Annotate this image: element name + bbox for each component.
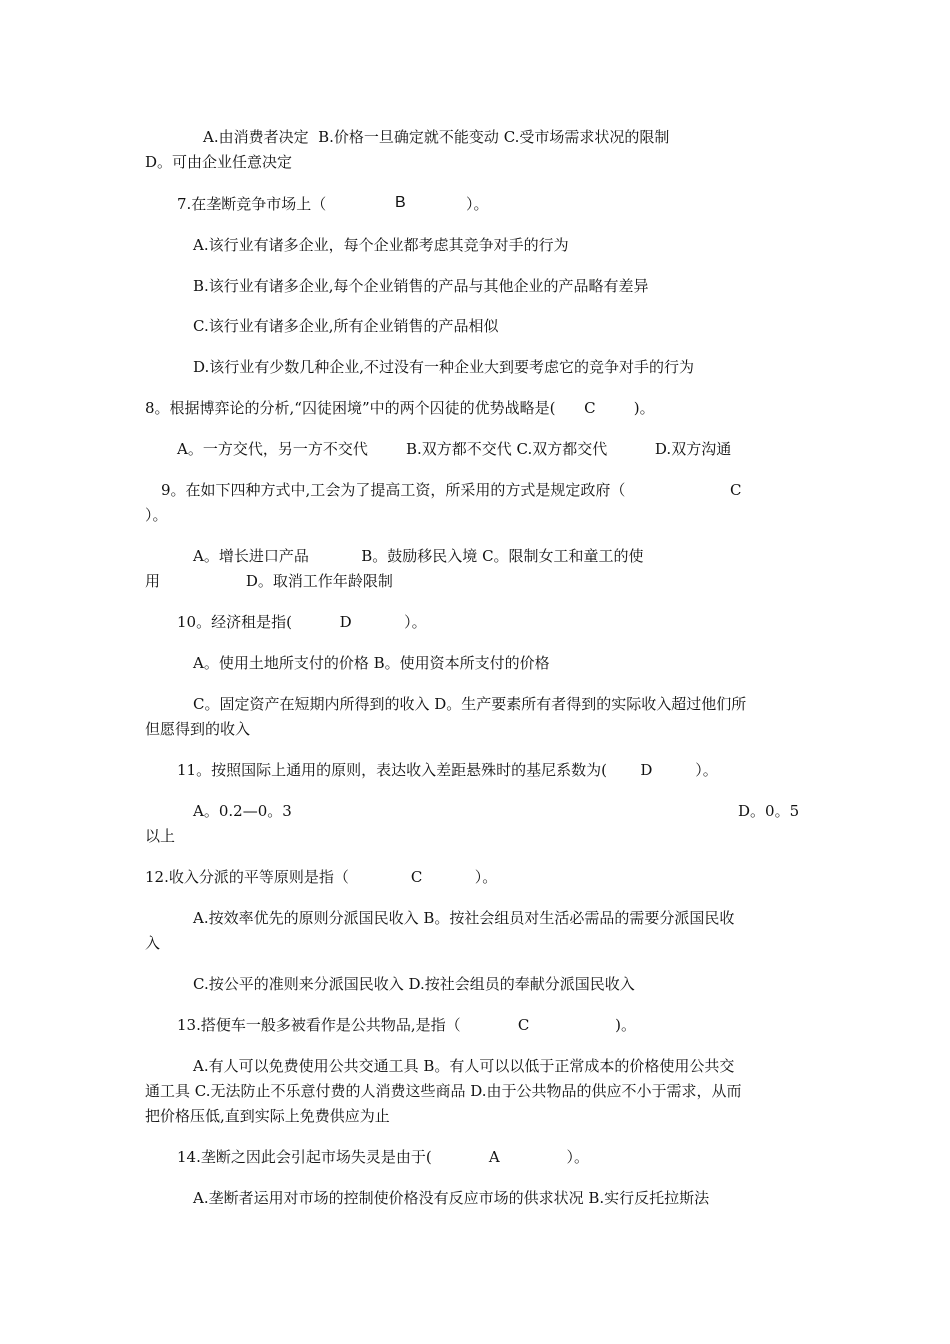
question-11-stem: 11。按照国际上通用的原则，表达收入差距悬殊时的基尼系数为( D ）。 <box>177 761 718 779</box>
question-12-options-ab: A.按效率优先的原则分派国民收入 B。按社会组员对生活必需品的需要分派国民收 <box>193 909 735 927</box>
question-13-stem: 13.搭便车一般多被看作是公共物品,是指（ C )。 <box>177 1016 636 1034</box>
question-13-options-cont2: 把价格压低,直到实际上免费供应为止 <box>145 1107 390 1125</box>
question-9-options: A。增长进口产品 B。鼓励移民入境 C。限制女工和童工的使 <box>193 547 644 565</box>
question-7-option-d: D.该行业有少数几种企业,不过没有一种企业大到要考虑它的竞争对手的行为 <box>193 358 695 376</box>
question-13-options: A.有人可以免费使用公共交通工具 B。有人可以以低于正常成本的价格使用公共交 <box>193 1057 735 1075</box>
question-10-stem: 10。经济租是指( D ）。 <box>177 613 427 631</box>
question-7-close: ）。 <box>466 195 489 213</box>
question-10-options-cd: C。固定资产在短期内所得到的收入 D。生产要素所有者得到的实际收入超过他们所 <box>193 695 747 713</box>
option-line-q6-cont: D。可由企业任意决定 <box>145 153 293 171</box>
question-13-options-cont: 通工具 C.无法防止不乐意付费的人消费这些商品 D.由于公共物品的供应不小于需求，从而 <box>145 1082 742 1100</box>
question-7-option-a: A.该行业有诸多企业，每个企业都考虑其竞争对手的行为 <box>193 236 569 254</box>
question-11-option-d-cont: 以上 <box>145 827 176 845</box>
question-10-options-cont: 但愿得到的收入 <box>145 720 251 738</box>
question-7-option-b: B.该行业有诸多企业,每个企业销售的产品与其他企业的产品略有差异 <box>193 277 649 295</box>
question-8-stem: 8。根据博弈论的分析,“囚徒困境”中的两个囚徒的优势战略是( C )。 <box>145 399 655 417</box>
question-12-options-cd: C.按公平的准则来分派国民收入 D.按社会组员的奉献分派国民收入 <box>193 975 635 993</box>
option-line-q6: A.由消费者决定 B.价格一旦确定就不能变动 C.受市场需求状况的限制 <box>203 128 670 146</box>
question-11-option-a: A。0.2—0。3 <box>193 802 292 820</box>
question-10-options-ab: A。使用土地所支付的价格 B。使用资本所支付的价格 <box>193 654 550 672</box>
question-9-options-cont: 用 D。取消工作年龄限制 <box>145 572 393 590</box>
question-14-options: A.垄断者运用对市场的控制使价格没有反应市场的供求状况 B.实行反托拉斯法 <box>193 1189 710 1207</box>
question-12-options-cont: 入 <box>145 934 161 952</box>
question-8-options: A。一方交代，另一方不交代 B.双方都不交代 C.双方都交代 D.双方沟通 <box>177 440 732 458</box>
question-7-stem: 7.在垄断竞争市场上（ <box>177 195 327 213</box>
question-7-option-c: C.该行业有诸多企业,所有企业销售的产品相似 <box>193 317 499 335</box>
question-11-option-d: D。0。5 <box>738 802 800 820</box>
question-9-close: ）。 <box>145 506 168 524</box>
question-7-answer: B <box>395 194 406 211</box>
question-14-stem: 14.垄断之因此会引起市场失灵是由于( A ）。 <box>177 1148 590 1166</box>
question-12-stem: 12.收入分派的平等原则是指（ C ）。 <box>145 868 498 886</box>
question-9-answer: C <box>730 481 742 499</box>
question-9-stem: 9。在如下四种方式中,工会为了提高工资，所采用的方式是规定政府（ <box>161 481 626 499</box>
